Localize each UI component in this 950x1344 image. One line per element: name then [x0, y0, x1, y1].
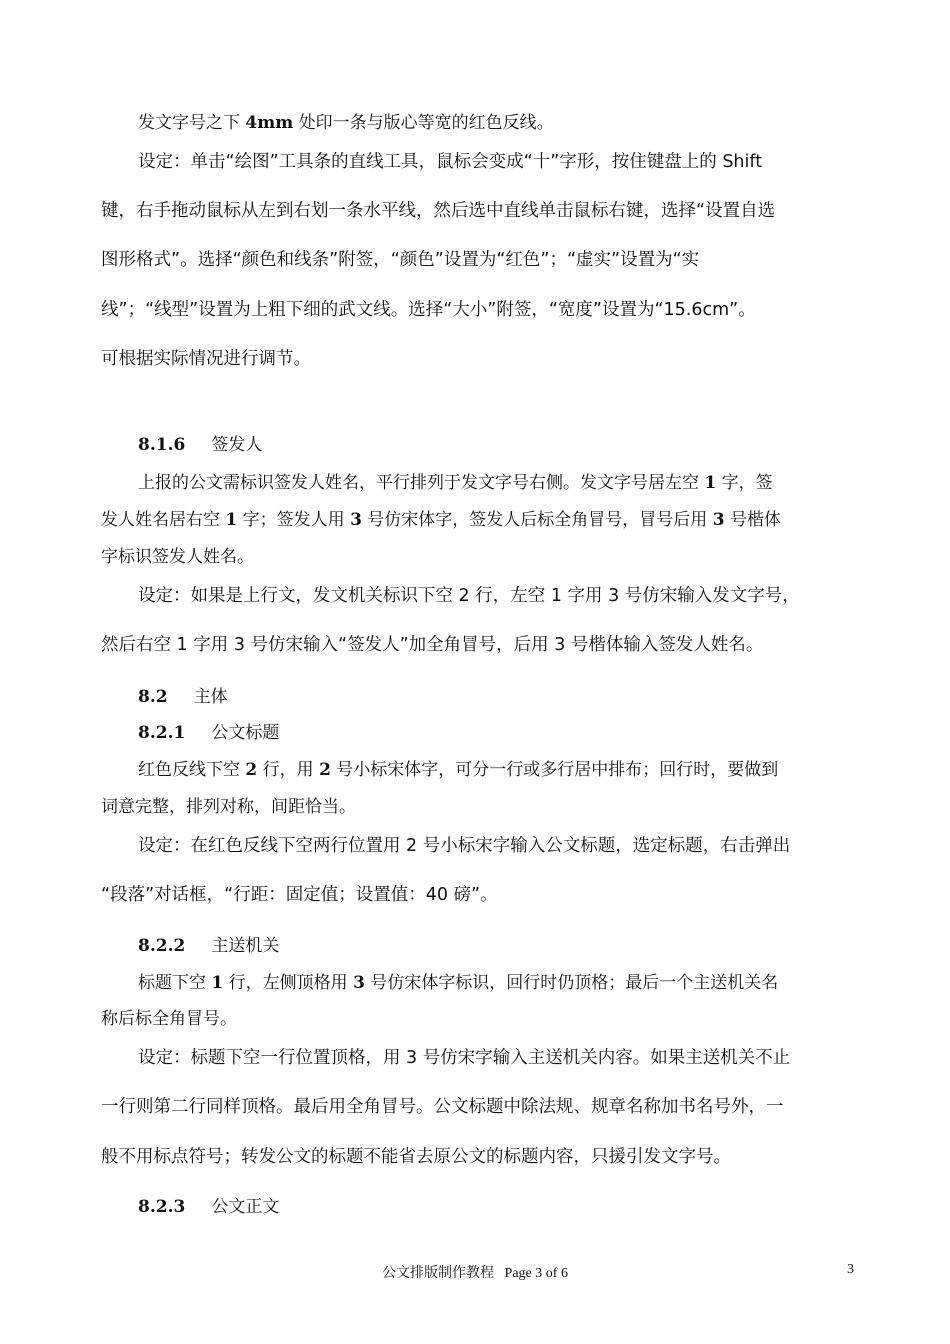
- paragraph-red-line: 发文字号之下 4mm 处印一条与版心等宽的红色反线。: [138, 113, 554, 133]
- section-heading-8-2-2: 8.2.2 主送机关: [138, 936, 280, 956]
- document-page: 发文字号之下 4mm 处印一条与版心等宽的红色反线。 设定：单击“绘图”工具条的直线工具，鼠标会变成“十”字形，按住键盘上的 Shift 键，右手拖动鼠标从左到右划一条水平线，然后选中直线单击鼠标右键，选择“设置自选 图形格式”。选择“颜色和线条”附签，“颜色”设置为“红色”；“虚实”设置为“实 线”；“线型”设置为上粗下细的武文线。选择“大小”附签，“宽度”设置为“15.6cm”。 可根据实际情况进行调节。 8.1.6 签发人 上报的公文需标识签发人姓名，平行排列于发文字号右侧。发文字号居左空 1 字，签 发人姓名居右空 1 字；签发人用 3 号仿宋体字，签发人后标全角冒号，冒号后用 3 号楷体 字标识签发人姓名。 设定：如果是上行文，发文机关标识下空 2 行，左空 1 字用 3 号仿宋输入发文字号， 然后右空 1 字用 3 号仿宋输入“签发人”加全角冒号，后用 3 号楷体输入签发人姓名。 8.2 主体 8.2.1 公文标题 红色反线下空 2 行，用 2 号小标宋体字，可分一行或多行居中排布；回行时，要做到 词意完整，排列对称，间距恰当。 设定：在红色反线下空两行位置用 2 号小标宋字输入公文标题，选定标题，右击弹出 “段落”对话框，“行距：固定值；设置值：40 磅”。 8.2.2 主送机关 标题下空 1 行，左侧顶格用 3 号仿宋体字标识，回行时仍顶格；最后一个主送机关名 称后标全角冒号。 设定：标题下空一行位置顶格，用 3 号仿宋字输入主送机关内容。如果主送机关不止 一行则第二行同样顶格。最后用全角冒号。公文标题中除法规、规章名称加书名号外，一 般不用标点符号；转发公文的标题不能省去原公文的标题内容，只援引发文字号。 8.2.3 公文正文 公文排版制作教程 Page 3 of 6 3: [0, 0, 950, 1344]
- footer-title: 公文排版制作教程 Page 3 of 6: [382, 1266, 568, 1281]
- section-heading-8-2-3: 8.2.3 公文正文: [138, 1197, 280, 1217]
- section-heading-8-2-1: 8.2.1 公文标题: [138, 723, 280, 743]
- section-heading-8-2: 8.2 主体: [138, 687, 228, 707]
- section-heading-8-1-6: 8.1.6 签发人: [138, 435, 263, 455]
- footer-page-number: 3: [847, 1262, 854, 1277]
